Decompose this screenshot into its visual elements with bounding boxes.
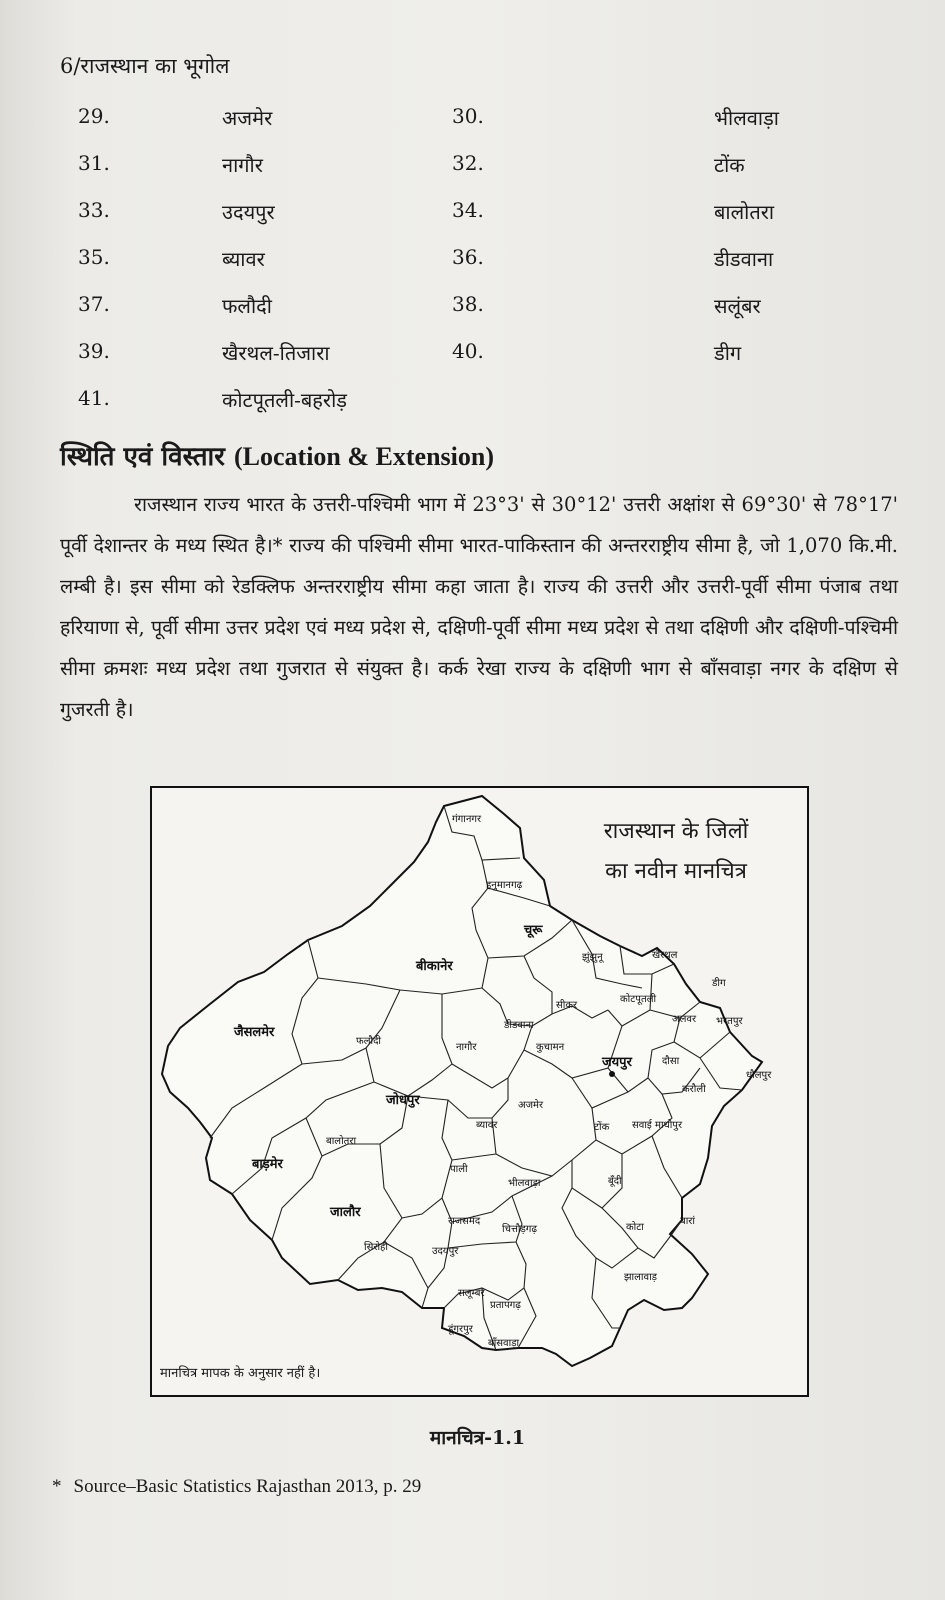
district-number: 31. [78,151,110,175]
district-name: डीडवाना [714,247,774,271]
district-number: 33. [78,198,110,222]
section-heading-hindi: स्थिति एवं विस्तार [60,442,225,472]
label-ajmer: अजमेर [518,1100,544,1111]
label-jalore: जालौर [330,1205,361,1220]
label-jaisalmer: जैसलमेर [234,1025,275,1040]
label-jhunjhunu: झुंझुनू [582,952,603,963]
label-pratapgarh: प्रतापगढ़ [490,1300,521,1311]
label-tonk: टोंक [594,1122,610,1133]
district-row [78,151,878,198]
label-dausa: दौसा [662,1056,680,1067]
label-ganganagar: गंगानगर [452,814,482,825]
label-balotra: बालोतरा [326,1136,357,1147]
district-number: 35. [78,245,110,269]
jaipur-capital-marker [609,1071,615,1077]
label-kuchaman: कुचामन [536,1042,565,1053]
district-list [78,104,878,433]
district-row [78,386,878,433]
label-baran: बारां [680,1216,695,1227]
district-name: उदयपुर [222,200,275,224]
label-bharatpur: भरतपुर [716,1016,743,1027]
district-name: टोंक [714,153,745,177]
label-sirohi: सिरोही [364,1242,388,1253]
district-name: बालोतरा [714,200,775,224]
district-name: सलूंबर [714,294,761,318]
district-number: 38. [452,292,484,316]
label-alwar: अलवर [672,1014,697,1025]
district-row [78,104,878,151]
label-udaipur: उदयपुर [432,1246,459,1257]
label-khairthal: खैरथल [652,950,678,961]
label-jhalawar: झालावाड़ [624,1272,658,1283]
label-pali: पाली [450,1164,468,1175]
district-name: फलौदी [222,294,272,318]
district-name: अजमेर [222,106,273,130]
district-row [78,292,878,339]
label-banswara: बाँसवाड़ा [488,1338,520,1349]
label-chittorgarh: चित्तौड़गढ़ [502,1224,538,1235]
label-beawar: ब्यावर [476,1120,498,1131]
district-name: ब्यावर [222,247,265,271]
label-churu: चूरू [524,923,543,938]
label-deeg: डीग [712,978,726,989]
footnote-text: Source–Basic Statistics Rajasthan 2013, p. 29 [73,1476,422,1497]
label-kotputli: कोटपूतली [620,994,657,1005]
district-number: 41. [78,386,110,410]
label-sawai-madhopur: सवाई माधोपुर [632,1120,683,1131]
district-number: 32. [452,151,484,175]
figure-caption: मानचित्र-1.1 [429,1427,526,1449]
label-bundi: बूँदी [608,1176,622,1187]
district-map [150,786,809,1397]
district-number: 34. [452,198,484,222]
section-heading [60,437,494,473]
district-number: 29. [78,104,110,128]
district-row [78,245,878,292]
district-name: नागौर [222,153,263,177]
map-scale-note: मानचित्र मापक के अनुसार नहीं है। [160,1366,321,1381]
district-number: 39. [78,339,110,363]
district-number: 36. [452,245,484,269]
label-dungarpur: डूंगरपुर [448,1324,473,1335]
district-row [78,198,878,245]
district-name: खैरथल-तिजारा [222,341,330,365]
label-rajsamand: राजसमंद [448,1216,481,1227]
map-title [561,812,791,892]
district-number: 37. [78,292,110,316]
label-didwana: डीडवाना [504,1020,534,1031]
district-name: डीग [714,341,742,365]
label-jodhpur: जोधपुर [386,1093,420,1108]
label-jaipur: जयपुर [602,1055,632,1070]
section-heading-english: (Location & Extension) [234,442,494,471]
running-head: 6/राजस्थान का भूगोल [60,54,230,78]
district-name: भीलवाड़ा [714,106,779,130]
label-salumber: सलूम्बर [458,1288,485,1299]
label-kota: कोटा [626,1222,644,1233]
label-barmer: बाड़मेर [252,1157,283,1172]
label-dholpur: धौलपुर [746,1070,772,1081]
district-number: 40. [452,339,484,363]
map-title-line1: राजस्थान के जिलों [603,819,749,844]
label-nagaur: नागौर [456,1042,477,1053]
label-bhilwara: भीलवाड़ा [508,1178,541,1189]
footnote [52,1476,421,1498]
label-sikar: सीकर [556,1000,578,1011]
district-number: 30. [452,104,484,128]
district-row [78,339,878,386]
map-title-line2: का नवीन मानचित्र [605,859,747,884]
label-phalodi: फलौदी [356,1036,381,1047]
label-bikaner: बीकानेर [416,959,453,974]
body-paragraph: राजस्थान राज्य भारत के उत्तरी-पश्चिमी भाग में 23°3' से 30°12' उत्तरी अक्षांश से 69°30' से 78°17' पूर्वी देशान्तर के मध्य स्थित है।* राज्य की पश्चिमी सीमा भारत-पाकिस्तान की अन्तरराष्ट्रीय सीमा है, जो 1,070 कि.मी. लम्बी है। इस सीमा को रेडक्लिफ अन्तरराष्ट्रीय सीमा कहा जाता है। राज्य की उत्तरी और उत्तरी-पूर्वी सीमा पंजाब तथा हरियाणा से, पूर्वी सीमा उत्तर प्रदेश एवं मध्य प्रदेश से, दक्षिणी-पूर्वी सीमा मध्य प्रदेश से तथा दक्षिणी और दक्षिणी-पश्चिमी सीमा क्रमशः मध्य प्रदेश तथा गुजरात से संयुक्त है। कर्क रेखा राज्य के दक्षिणी भाग से बाँसवाड़ा नगर के दक्षिण से गुजरती है। [60,493,898,721]
label-hanumangarh: हनुमानगढ़ [486,880,523,891]
label-karauli: करौली [682,1084,706,1095]
footnote-marker: * [52,1476,62,1497]
district-name: कोटपूतली-बहरोड़ [222,388,347,412]
